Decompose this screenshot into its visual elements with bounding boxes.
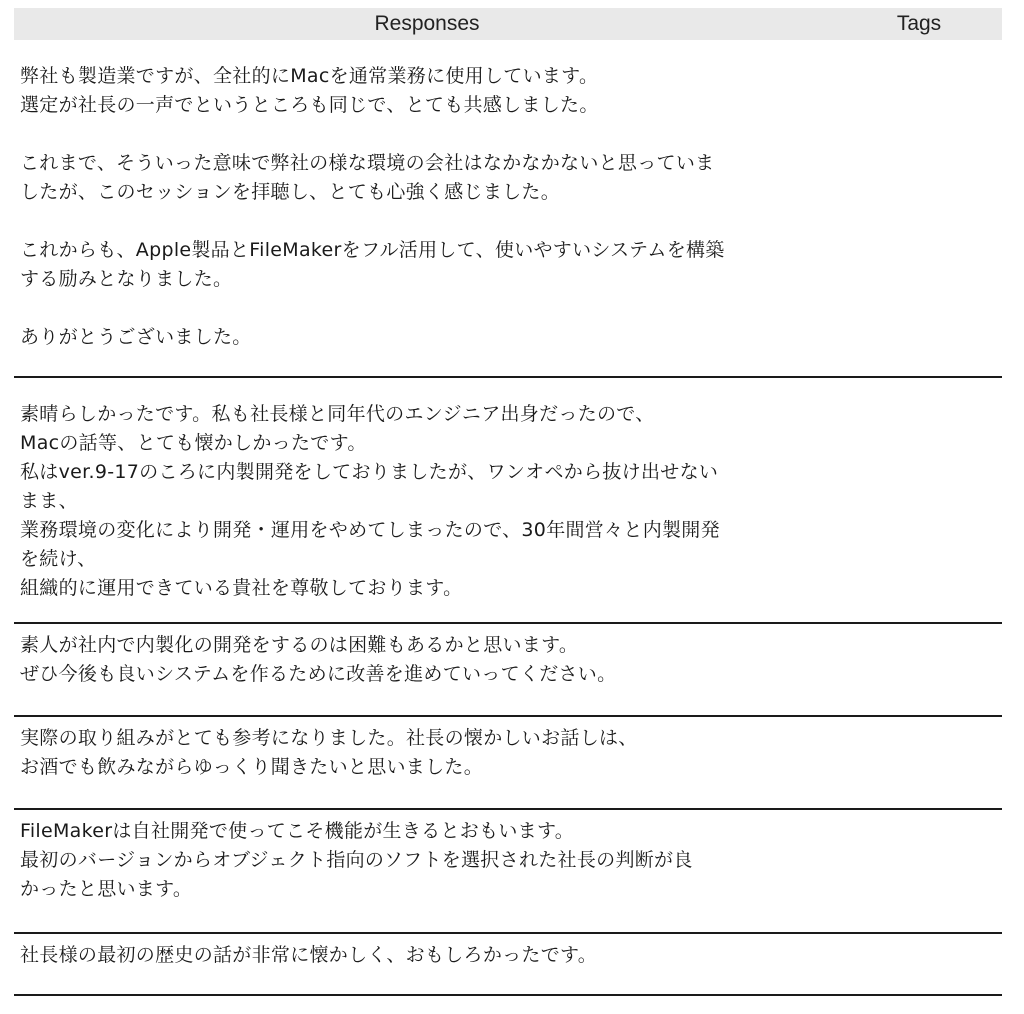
response-text: 素人が社内で内製化の開発をするのは困難もあるかと思います。 ぜひ今後も良いシステムを作るために改善を進めていってください。 (20, 634, 617, 685)
response-text: FileMakerは自社開発で使ってこそ機能が生きるとおもいます。 最初のバージョンからオブジェクト指向のソフトを選択された社長の判断が良 かったと思います。 (20, 820, 693, 900)
response-text: 実際の取り組みがとても参考になりました。社長の懐かしいお話しは、 お酒でも飲みながらゆっくり聞きたいと思いました。 (20, 727, 638, 778)
responses-column-header: Responses (374, 12, 480, 35)
table-body (14, 40, 1002, 996)
responses-table (14, 8, 1002, 996)
response-text: 素晴らしかったです。私も社長様と同年代のエンジニア出身だったので、 Macの話等、とても懐かしかったです。 私はver.9-17のころに内製開発をしておりましたが、ワンオペから抜け出せない まま、 業務環境の変化により開発・運用をやめてしまったので、30年間営々と内製開発 を続け、 組織的に運用できている貴社を尊敬しております。 (20, 403, 720, 599)
table-row (14, 810, 1002, 934)
response-text: 弊社も製造業ですが、全社的にMacを通常業務に使用しています。 選定が社長の一声でというところも同じで、とても共感しました。 これまで、そういった意味で弊社の様な環境の会社はなかなかないと思っていま したが、このセッションを拝聴し、とても心強く感じました。 これからも、Apple製品とFileMakerをフル活用して、使いやすいシステムを構築 する励みとなりました。 ありがとうございました。 (20, 65, 725, 348)
table-row (14, 378, 1002, 624)
tags-column-header: Tags (896, 12, 942, 35)
table-header (14, 8, 1002, 40)
table-row (14, 624, 1002, 717)
response-text: 社長様の最初の歴史の話が非常に懐かしく、おもしろかったです。 (20, 944, 598, 966)
table-row (14, 934, 1002, 996)
table-row (14, 717, 1002, 810)
table-row (14, 40, 1002, 378)
